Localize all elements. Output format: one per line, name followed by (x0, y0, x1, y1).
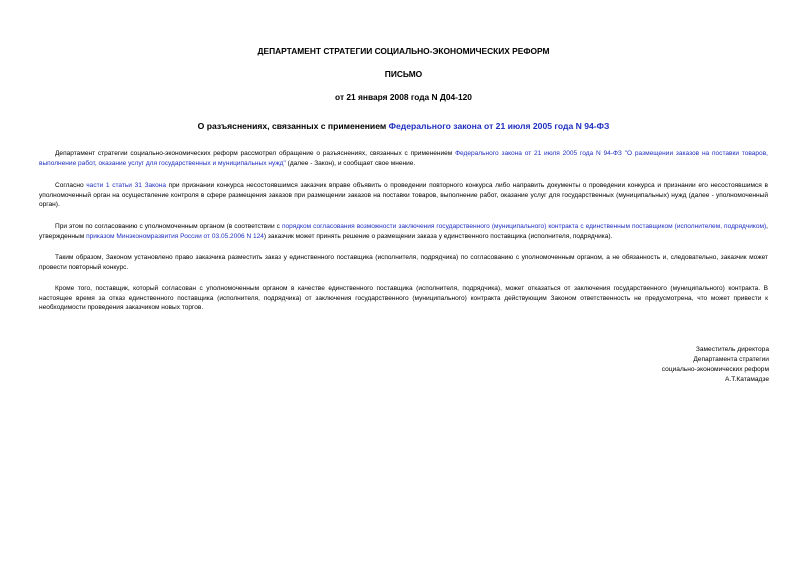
paragraph-3-text-c: ) заказчик может принять решение о размещении заказа у единственного поставщика (исполнителя, подрядчика). (263, 232, 613, 240)
subject-prefix: О разъяснениях, связанных с применением (197, 121, 389, 131)
paragraph-5 (39, 284, 768, 313)
paragraph-3 (39, 222, 768, 241)
signature-name: А.Т.Катамадзе (725, 376, 769, 383)
paragraph-2-text-b: при признании конкурса несостоявшимся заказчик вправе объявить о проведении повторного конкурса либо направить документы о проведении конкурса и признании его несостоявшимся в уполномоченный орган на осуществление контроля в сфере размещения заказов при размещении заказов на поставки товаров, выполнение работ, оказание услуг для государственных (муниципальных) нужд (далее - уполномоченный орган). (39, 182, 768, 209)
paragraph-4-text: Таким образом, Законом установлено право заказчика разместить заказ у единственного поставщика (исполнителя, подрядчика) по согласованию с уполномоченным органом, а не обязанность и, следовательно, заказчик может провести повторный конкурс. (39, 254, 768, 271)
paragraph-5-text: Кроме того, поставщик, который согласован с уполномоченным органом в качестве единственного поставщика (исполнителя, подрядчика), может отказаться от заключения государственного (муниципального) контракта. В настоящее время за отказ единственного поставщика (исполнителя, подрядчика) от заключения государственного (муниципального) контракта действующим Законом ответственность не предусмотрена, что может привести к необходимости проведения заказчиком новых торгов. (39, 285, 768, 312)
law-94fz-link[interactable]: Федерального закона от 21 июля 2005 года N 94-ФЗ "О размещении заказов на поставки товаров, выполнение работ, оказание услуг для государственных и муниципальных нужд" (39, 150, 768, 167)
paragraph-2 (39, 181, 768, 210)
document-type: ПИСЬМО (384, 69, 423, 79)
paragraph-1 (39, 149, 768, 168)
signature-block (662, 345, 769, 385)
signature-position: Заместитель директора (695, 346, 769, 353)
paragraph-3-text-b: , утвержденным (39, 223, 768, 240)
paragraph-2-text-a: Согласно (55, 182, 87, 189)
department-heading: ДЕПАРТАМЕНТ СТРАТЕГИИ СОЦИАЛЬНО-ЭКОНОМИЧЕСКИХ РЕФОРМ (257, 46, 550, 56)
signature-department: Департамента стратегии (693, 356, 769, 363)
subject-law-link[interactable]: Федерального закона от 21 июля 2005 года N 94-ФЗ (388, 121, 610, 131)
document-subject (0, 121, 807, 131)
paragraph-1-text-a: Департамент стратегии социально-экономических реформ рассмотрел обращение о разъяснениях, связанных с применением (55, 150, 456, 157)
approval-procedure-link[interactable]: порядком согласования возможности заключения государственного (муниципального) контракта с единственным поставщиком (исполнителем, подрядчиком) (281, 223, 767, 230)
document-date-number: от 21 января 2008 года N Д04-120 (335, 92, 472, 102)
signature-department-cont: социально-экономических реформ (661, 366, 769, 373)
article-31-link[interactable]: части 1 статьи 31 Закона (86, 182, 166, 189)
paragraph-1-text-b: (далее - Закон), и сообщает свое мнение. (285, 159, 416, 167)
paragraph-4 (39, 253, 768, 272)
order-124-link[interactable]: приказом Минэкономразвития России от 03.05.2006 N 124 (86, 232, 264, 240)
paragraph-3-text-a: При этом по согласованию с уполномоченным органом (в соответствии с (55, 223, 282, 230)
